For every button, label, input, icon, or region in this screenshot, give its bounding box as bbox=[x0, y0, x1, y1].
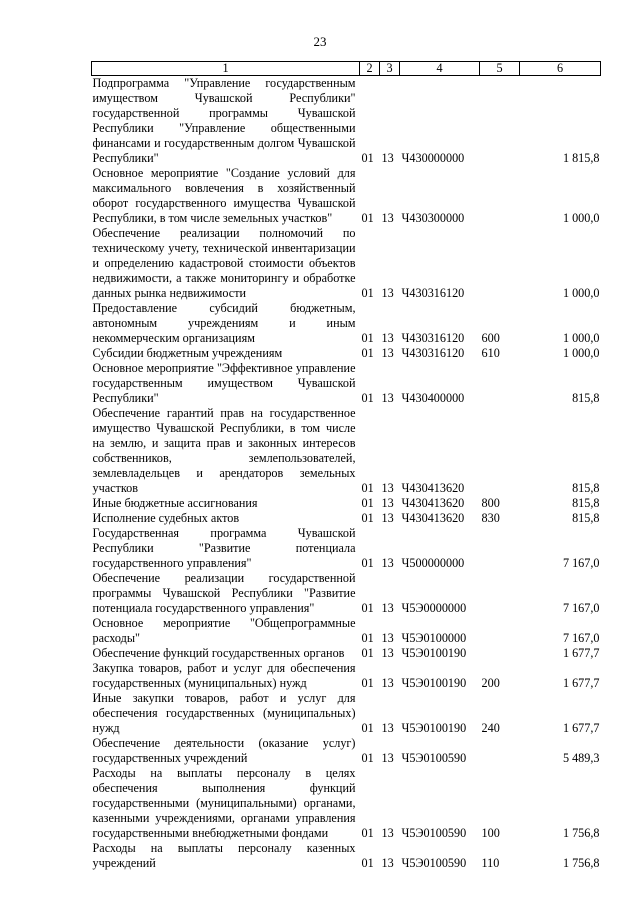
row-target-article: Ч430000000 bbox=[401, 151, 465, 165]
row-name: Исполнение судебных актов bbox=[92, 511, 240, 525]
row-amount: 1 815,8 bbox=[562, 151, 600, 165]
row-name: Обеспечение реализации полномочий по техническому учету, технической инвентаризации и определению кадастровой стоимости объектов недвижимости, а также мониторингу и обработке данных рынка недвижимости bbox=[92, 226, 356, 300]
row-expense-type bbox=[480, 76, 520, 167]
row-target-article: Ч5Э0100190 bbox=[401, 676, 467, 690]
row-name: Обеспечение деятельности (оказание услуг) государственных учреждений bbox=[92, 736, 356, 765]
row-subsection: 13 bbox=[381, 601, 394, 615]
row-amount: 815,8 bbox=[572, 511, 600, 525]
row-section: 01 bbox=[361, 721, 374, 735]
row-section: 01 bbox=[361, 481, 374, 495]
row-target-article: Ч430413620 bbox=[401, 511, 465, 525]
row-expense-type: 830 bbox=[481, 511, 500, 525]
row-subsection: 13 bbox=[381, 391, 394, 405]
row-target-article: Ч5Э0100000 bbox=[401, 631, 467, 645]
table-row bbox=[92, 406, 601, 496]
row-amount: 1 000,0 bbox=[562, 331, 600, 345]
row-section: 01 bbox=[361, 601, 374, 615]
row-expense-type: 600 bbox=[481, 331, 500, 345]
table-row bbox=[92, 691, 601, 736]
row-section: 01 bbox=[361, 751, 374, 765]
row-target-article: Ч5Э0100190 bbox=[401, 721, 467, 735]
table-row bbox=[92, 301, 601, 346]
row-name: Подпрограмма "Управление государственным имуществом Чувашской Республики" государственной программы Чувашской Республики "Управление общественными финансами и государственным долгом Чувашской Республики" bbox=[92, 76, 356, 165]
row-amount: 815,8 bbox=[572, 481, 600, 495]
table-row bbox=[92, 736, 601, 766]
row-name: Обеспечение гарантий прав на государственное имущество Чувашской Республики, в том числе на землю, и защита прав и законных интересов собственников, землепользователей, землевладельцев и арендаторов земельных участков bbox=[92, 406, 356, 495]
row-amount: 5 489,3 bbox=[562, 751, 600, 765]
row-target-article: Ч430316120 bbox=[401, 286, 465, 300]
row-expense-type bbox=[480, 571, 520, 616]
row-section: 01 bbox=[361, 496, 374, 510]
row-section: 01 bbox=[361, 346, 374, 360]
row-name: Обеспечение функций государственных органов bbox=[92, 646, 345, 660]
row-expense-type bbox=[480, 361, 520, 406]
row-amount: 815,8 bbox=[572, 496, 600, 510]
row-expense-type bbox=[480, 226, 520, 301]
table-row bbox=[92, 511, 601, 526]
row-subsection: 13 bbox=[381, 826, 394, 840]
row-expense-type bbox=[480, 736, 520, 766]
row-name: Государственная программа Чувашской Республики "Развитие потенциала государственного управления" bbox=[92, 526, 356, 570]
row-section: 01 bbox=[361, 646, 374, 660]
row-name: Основное мероприятие "Создание условий для максимального вовлечения в хозяйственный оборот государственного имущества Чувашской Республики, в том числе земельных участков" bbox=[92, 166, 356, 225]
row-section: 01 bbox=[361, 211, 374, 225]
row-subsection: 13 bbox=[381, 631, 394, 645]
row-expense-type: 800 bbox=[481, 496, 500, 510]
row-name: Расходы на выплаты персоналу в целях обеспечения выполнения функций государственными (муниципальными) органами, казенными учреждениями, органами управления государственными внебюджетными фондами bbox=[92, 766, 356, 840]
row-name: Иные бюджетные ассигнования bbox=[92, 496, 258, 510]
row-subsection: 13 bbox=[381, 856, 394, 870]
page-number: 23 bbox=[313, 34, 327, 49]
row-amount: 1 677,7 bbox=[562, 676, 600, 690]
row-section: 01 bbox=[361, 151, 374, 165]
row-name: Иные закупки товаров, работ и услуг для обеспечения государственных (муниципальных) нужд bbox=[92, 691, 356, 735]
row-subsection: 13 bbox=[381, 676, 394, 690]
row-subsection: 13 bbox=[381, 481, 394, 495]
table-row bbox=[92, 646, 601, 661]
header-col-4: 4 bbox=[400, 62, 480, 76]
row-name: Основное мероприятие "Эффективное управление государственным имуществом Чувашской Республики" bbox=[92, 361, 356, 405]
header-col-6: 6 bbox=[520, 62, 601, 76]
row-section: 01 bbox=[361, 331, 374, 345]
row-expense-type: 240 bbox=[481, 721, 500, 735]
row-expense-type: 110 bbox=[481, 856, 500, 870]
row-amount: 1 000,0 bbox=[562, 286, 600, 300]
row-target-article: Ч5Э0100590 bbox=[401, 826, 467, 840]
table-row bbox=[92, 346, 601, 361]
row-expense-type bbox=[480, 406, 520, 496]
row-target-article: Ч430400000 bbox=[401, 391, 465, 405]
row-target-article: Ч430413620 bbox=[401, 496, 465, 510]
row-expense-type bbox=[480, 166, 520, 226]
row-subsection: 13 bbox=[381, 346, 394, 360]
row-subsection: 13 bbox=[381, 496, 394, 510]
table-body bbox=[92, 76, 601, 872]
row-target-article: Ч430300000 bbox=[401, 211, 465, 225]
row-name: Обеспечение реализации государственной программы Чувашской Республики "Развитие потенциала государственного управления" bbox=[92, 571, 356, 615]
table-row bbox=[92, 616, 601, 646]
header-col-1: 1 bbox=[92, 62, 360, 76]
row-subsection: 13 bbox=[381, 721, 394, 735]
row-expense-type: 200 bbox=[481, 676, 500, 690]
table-row bbox=[92, 166, 601, 226]
row-name: Предоставление субсидий бюджетным, автономным учреждениям и иным некоммерческим организациям bbox=[92, 301, 356, 345]
row-target-article: Ч5Э0100590 bbox=[401, 856, 467, 870]
table-header-row bbox=[92, 62, 601, 76]
table-row bbox=[92, 76, 601, 167]
row-section: 01 bbox=[361, 511, 374, 525]
row-amount: 1 756,8 bbox=[562, 856, 600, 870]
row-amount: 1 000,0 bbox=[562, 211, 600, 225]
header-col-5: 5 bbox=[480, 62, 520, 76]
row-section: 01 bbox=[361, 391, 374, 405]
row-section: 01 bbox=[361, 856, 374, 870]
table-row bbox=[92, 766, 601, 841]
table-row bbox=[92, 661, 601, 691]
row-expense-type bbox=[480, 526, 520, 571]
row-section: 01 bbox=[361, 286, 374, 300]
row-subsection: 13 bbox=[381, 556, 394, 570]
row-target-article: Ч430316120 bbox=[401, 346, 465, 360]
row-subsection: 13 bbox=[381, 286, 394, 300]
row-expense-type: 100 bbox=[481, 826, 500, 840]
table-row bbox=[92, 841, 601, 871]
row-target-article: Ч500000000 bbox=[401, 556, 465, 570]
table-row bbox=[92, 496, 601, 511]
row-subsection: 13 bbox=[381, 511, 394, 525]
row-expense-type bbox=[480, 646, 520, 661]
row-section: 01 bbox=[361, 631, 374, 645]
row-name: Основное мероприятие "Общепрограммные расходы" bbox=[92, 616, 356, 645]
header-col-2: 2 bbox=[360, 62, 380, 76]
row-subsection: 13 bbox=[381, 331, 394, 345]
row-target-article: Ч5Э0000000 bbox=[401, 601, 467, 615]
row-target-article: Ч430413620 bbox=[401, 481, 465, 495]
row-name: Субсидии бюджетным учреждениям bbox=[92, 346, 283, 360]
row-expense-type bbox=[480, 616, 520, 646]
row-subsection: 13 bbox=[381, 211, 394, 225]
table-row bbox=[92, 226, 601, 301]
row-amount: 7 167,0 bbox=[562, 556, 600, 570]
table-row bbox=[92, 526, 601, 571]
header-col-3: 3 bbox=[380, 62, 400, 76]
row-subsection: 13 bbox=[381, 751, 394, 765]
row-section: 01 bbox=[361, 676, 374, 690]
row-amount: 1 677,7 bbox=[562, 721, 600, 735]
row-amount: 815,8 bbox=[572, 391, 600, 405]
row-amount: 7 167,0 bbox=[562, 601, 600, 615]
row-amount: 1 677,7 bbox=[562, 646, 600, 660]
table-row bbox=[92, 361, 601, 406]
row-name: Расходы на выплаты персоналу казенных учреждений bbox=[92, 841, 356, 870]
row-subsection: 13 bbox=[381, 151, 394, 165]
row-target-article: Ч5Э0100590 bbox=[401, 751, 467, 765]
row-amount: 1 756,8 bbox=[562, 826, 600, 840]
row-target-article: Ч5Э0100190 bbox=[401, 646, 467, 660]
row-name: Закупка товаров, работ и услуг для обеспечения государственных (муниципальных) нужд bbox=[92, 661, 356, 690]
row-section: 01 bbox=[361, 556, 374, 570]
row-expense-type: 610 bbox=[481, 346, 500, 360]
row-target-article: Ч430316120 bbox=[401, 331, 465, 345]
row-section: 01 bbox=[361, 826, 374, 840]
row-subsection: 13 bbox=[381, 646, 394, 660]
table-row bbox=[92, 571, 601, 616]
row-amount: 7 167,0 bbox=[562, 631, 600, 645]
row-amount: 1 000,0 bbox=[562, 346, 600, 360]
budget-table bbox=[91, 61, 601, 871]
